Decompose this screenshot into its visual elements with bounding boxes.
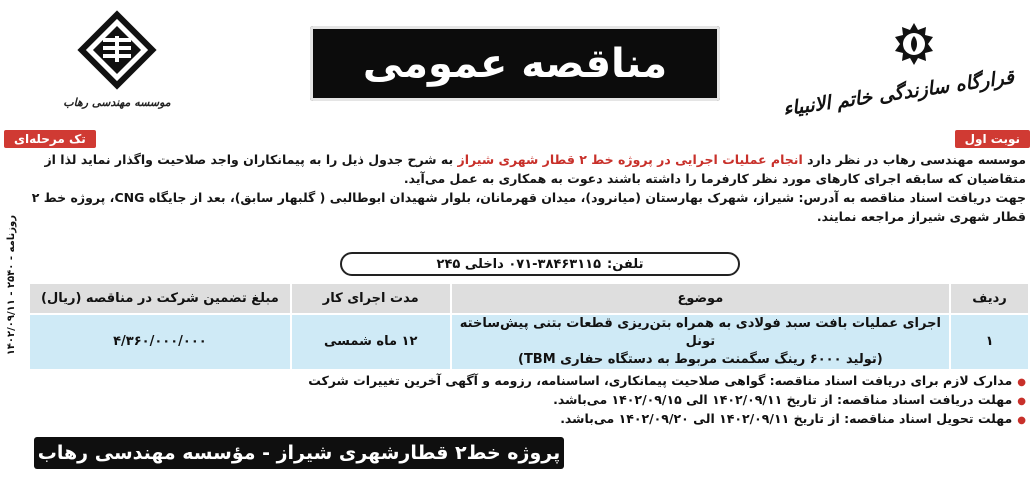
header-subject: موضوع xyxy=(451,284,950,314)
cell-guarantee-amount: ۴/۳۶۰/۰۰۰/۰۰۰ xyxy=(29,314,291,369)
khatam-logo xyxy=(781,8,1018,128)
phone-box xyxy=(340,252,740,276)
table-header-row xyxy=(29,284,1028,314)
newspaper-side-strip xyxy=(0,120,22,450)
list-item: ● مدارک لازم برای دریافت اسناد مناقصه: گواهی صلاحیت پیمانکاری، اساسنامه، رزومه و آگهی آخرین تغییرات شرکت xyxy=(300,372,1026,391)
address-paragraph: جهت دریافت اسناد مناقصه به آدرس: شیراز، شهرک بهارستان (میانرود)، میدان قهرمانان، بلوار شهیدان ابوطالبی ( گلبهار سابق)، بعد از جایگاه CNG، پروژه خط ۲ قطار شهری شیراز مراجعه نمایند. xyxy=(31,190,1026,224)
intro-part-1: موسسه مهندسی رهاب در نظر دارد xyxy=(802,152,1026,167)
header-row-number: ردیف xyxy=(950,284,1028,314)
rahab-logo-caption: موسسه مهندسی رهاب xyxy=(63,96,171,109)
footer-banner xyxy=(34,437,564,469)
cell-row-number: ۱ xyxy=(950,314,1028,369)
cell-subject xyxy=(451,314,950,369)
side-strip-text: روزنامه - ۲۵۴۰ - ۱۴۰۲/۰۹/۱۱ xyxy=(5,214,17,356)
phone-number: ۰۷۱-۳۸۴۶۳۱۱۵ داخلی ۲۴۵ xyxy=(436,256,602,272)
notice-body xyxy=(24,150,1026,226)
stage-badge: تک مرحله‌ای xyxy=(4,130,96,148)
tender-table xyxy=(28,284,1028,369)
list-item: ● مهلت تحویل اسناد مناقصه: از تاریخ ۱۴۰۲/۰۹/۱۱ الی ۱۴۰۲/۰۹/۲۰ می‌باشد. xyxy=(300,410,1026,429)
table-row xyxy=(29,314,1028,369)
khatam-logo-text: قرارگاه سازندگی خاتم الانبیاء xyxy=(781,66,1016,121)
intro-paragraph xyxy=(24,150,1026,188)
footer-banner-text: پروژه خط۲ قطارشهری شیراز - مؤسسه مهندسی رهاب xyxy=(37,442,561,464)
intro-part-2: به شرح جدول ذیل را به پیمانکاران واجد صلاحیت واگذار نماید لذا از متقاضیان که سابقه اجرای کارهای مورد نظر کارفرما را داشته باشند دعوت به همکاری به عمل می‌آید. xyxy=(44,152,1026,186)
subject-line-2: (تولید ۶۰۰۰ رینگ سگمنت مربوط به دستگاه حفاری TBM) xyxy=(517,352,883,367)
header-guarantee-amount: مبلغ تضمین شرکت در مناقصه (ریال) xyxy=(29,284,291,314)
phone-label: تلفن: xyxy=(607,256,644,272)
subject-line-1: اجرای عملیات بافت سبد فولادی به همراه بتن‌ریزی قطعات بتنی پیش‌ساخته تونل xyxy=(459,316,941,349)
iran-emblem-icon xyxy=(892,22,936,66)
round-badge: نوبت اول xyxy=(955,130,1030,148)
requirements-list xyxy=(300,372,1026,429)
header-duration: مدت اجرای کار xyxy=(291,284,451,314)
rahab-emblem-icon xyxy=(75,8,159,92)
title-banner xyxy=(310,26,720,101)
cell-duration: ۱۲ ماه شمسی xyxy=(291,314,451,369)
intro-highlight: انجام عملیات اجرایی در پروژه خط ۲ قطار شهری شیراز xyxy=(457,152,803,167)
list-item: ● مهلت دریافت اسناد مناقصه: از تاریخ ۱۴۰۲/۰۹/۱۱ الی ۱۴۰۲/۰۹/۱۵ می‌باشد. xyxy=(300,391,1026,410)
rahab-logo xyxy=(62,8,172,128)
page-title: مناقصه عمومی xyxy=(362,40,668,87)
